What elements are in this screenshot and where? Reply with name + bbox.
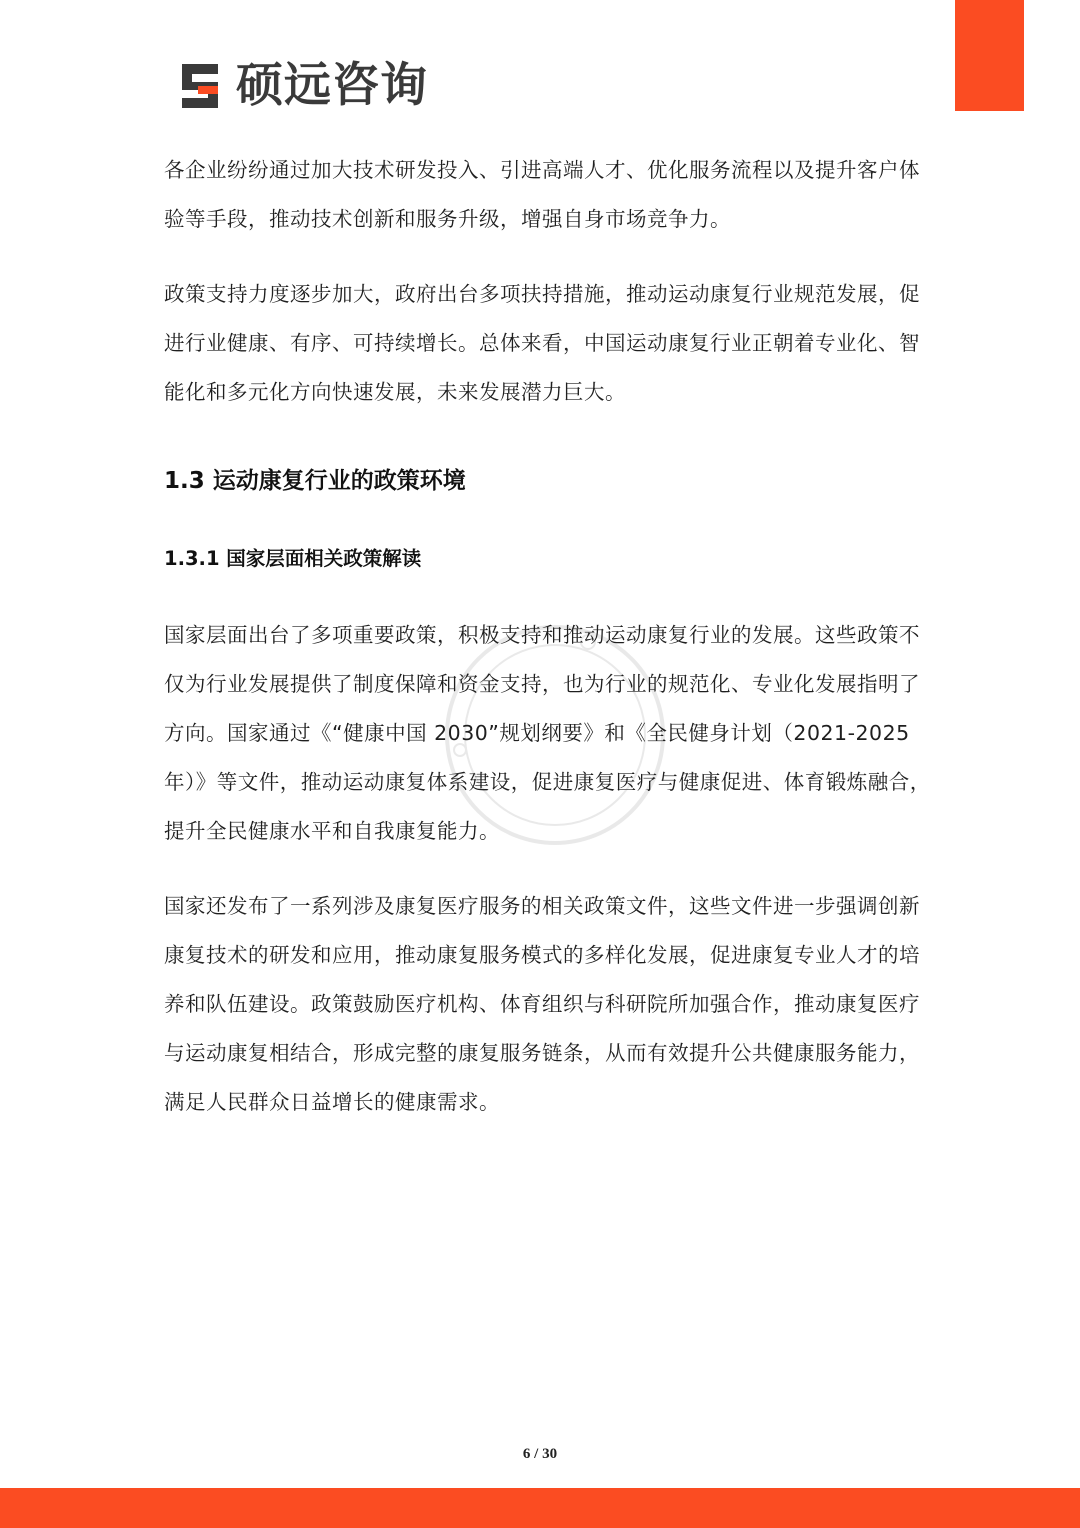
subsection-heading: 1.3.1 国家层面相关政策解读 (164, 547, 422, 570)
footer-accent-bar (0, 1488, 1080, 1528)
paragraph: 国家还发布了一系列涉及康复医疗服务的相关政策文件，这些文件进一步强调创新康复技术的研发和应用，推动康复服务模式的多样化发展，促进康复专业人才的培养和队伍建设。政策鼓励医疗机构、体育组织与科研院所加强合作，推动康复医疗与运动康复相结合，形成完整的康复服务链条，从而有效提升公共健康服务能力，满足人民群众日益增长的健康需求。 (164, 894, 920, 1114)
paragraph: 政策支持力度逐步加大，政府出台多项扶持措施，推动运动康复行业规范发展，促进行业健康、有序、可持续增长。总体来看，中国运动康复行业正朝着专业化、智能化和多元化方向快速发展，未来发展潜力巨大。 (164, 282, 920, 404)
paragraph: 国家层面出台了多项重要政策，积极支持和推动运动康复行业的发展。这些政策不仅为行业发展提供了制度保障和资金支持，也为行业的规范化、专业化发展指明了方向。国家通过《“健康中国 2030”规划纲要》和《全民健身计划（2021-2025 年）》等文件，推动运动康复体系建设，促进康复医疗与健康促进、体育锻炼融合，提升全民健康水平和自我康复能力。 (164, 623, 931, 843)
top-accent-block (955, 0, 1024, 111)
paragraph: 各企业纷纷通过加大技术研发投入、引进高端人才、优化服务流程以及提升客户体验等手段，推动技术创新和服务升级，增强自身市场竞争力。 (164, 158, 920, 231)
page-number: 6 / 30 (522, 1446, 558, 1462)
brand-logo (176, 58, 428, 114)
brand-name: 硕远咨询 (236, 58, 428, 113)
section-heading: 1.3 运动康复行业的政策环境 (164, 468, 466, 494)
document-body (164, 146, 934, 1153)
stylized-s-logo-icon (176, 60, 224, 112)
